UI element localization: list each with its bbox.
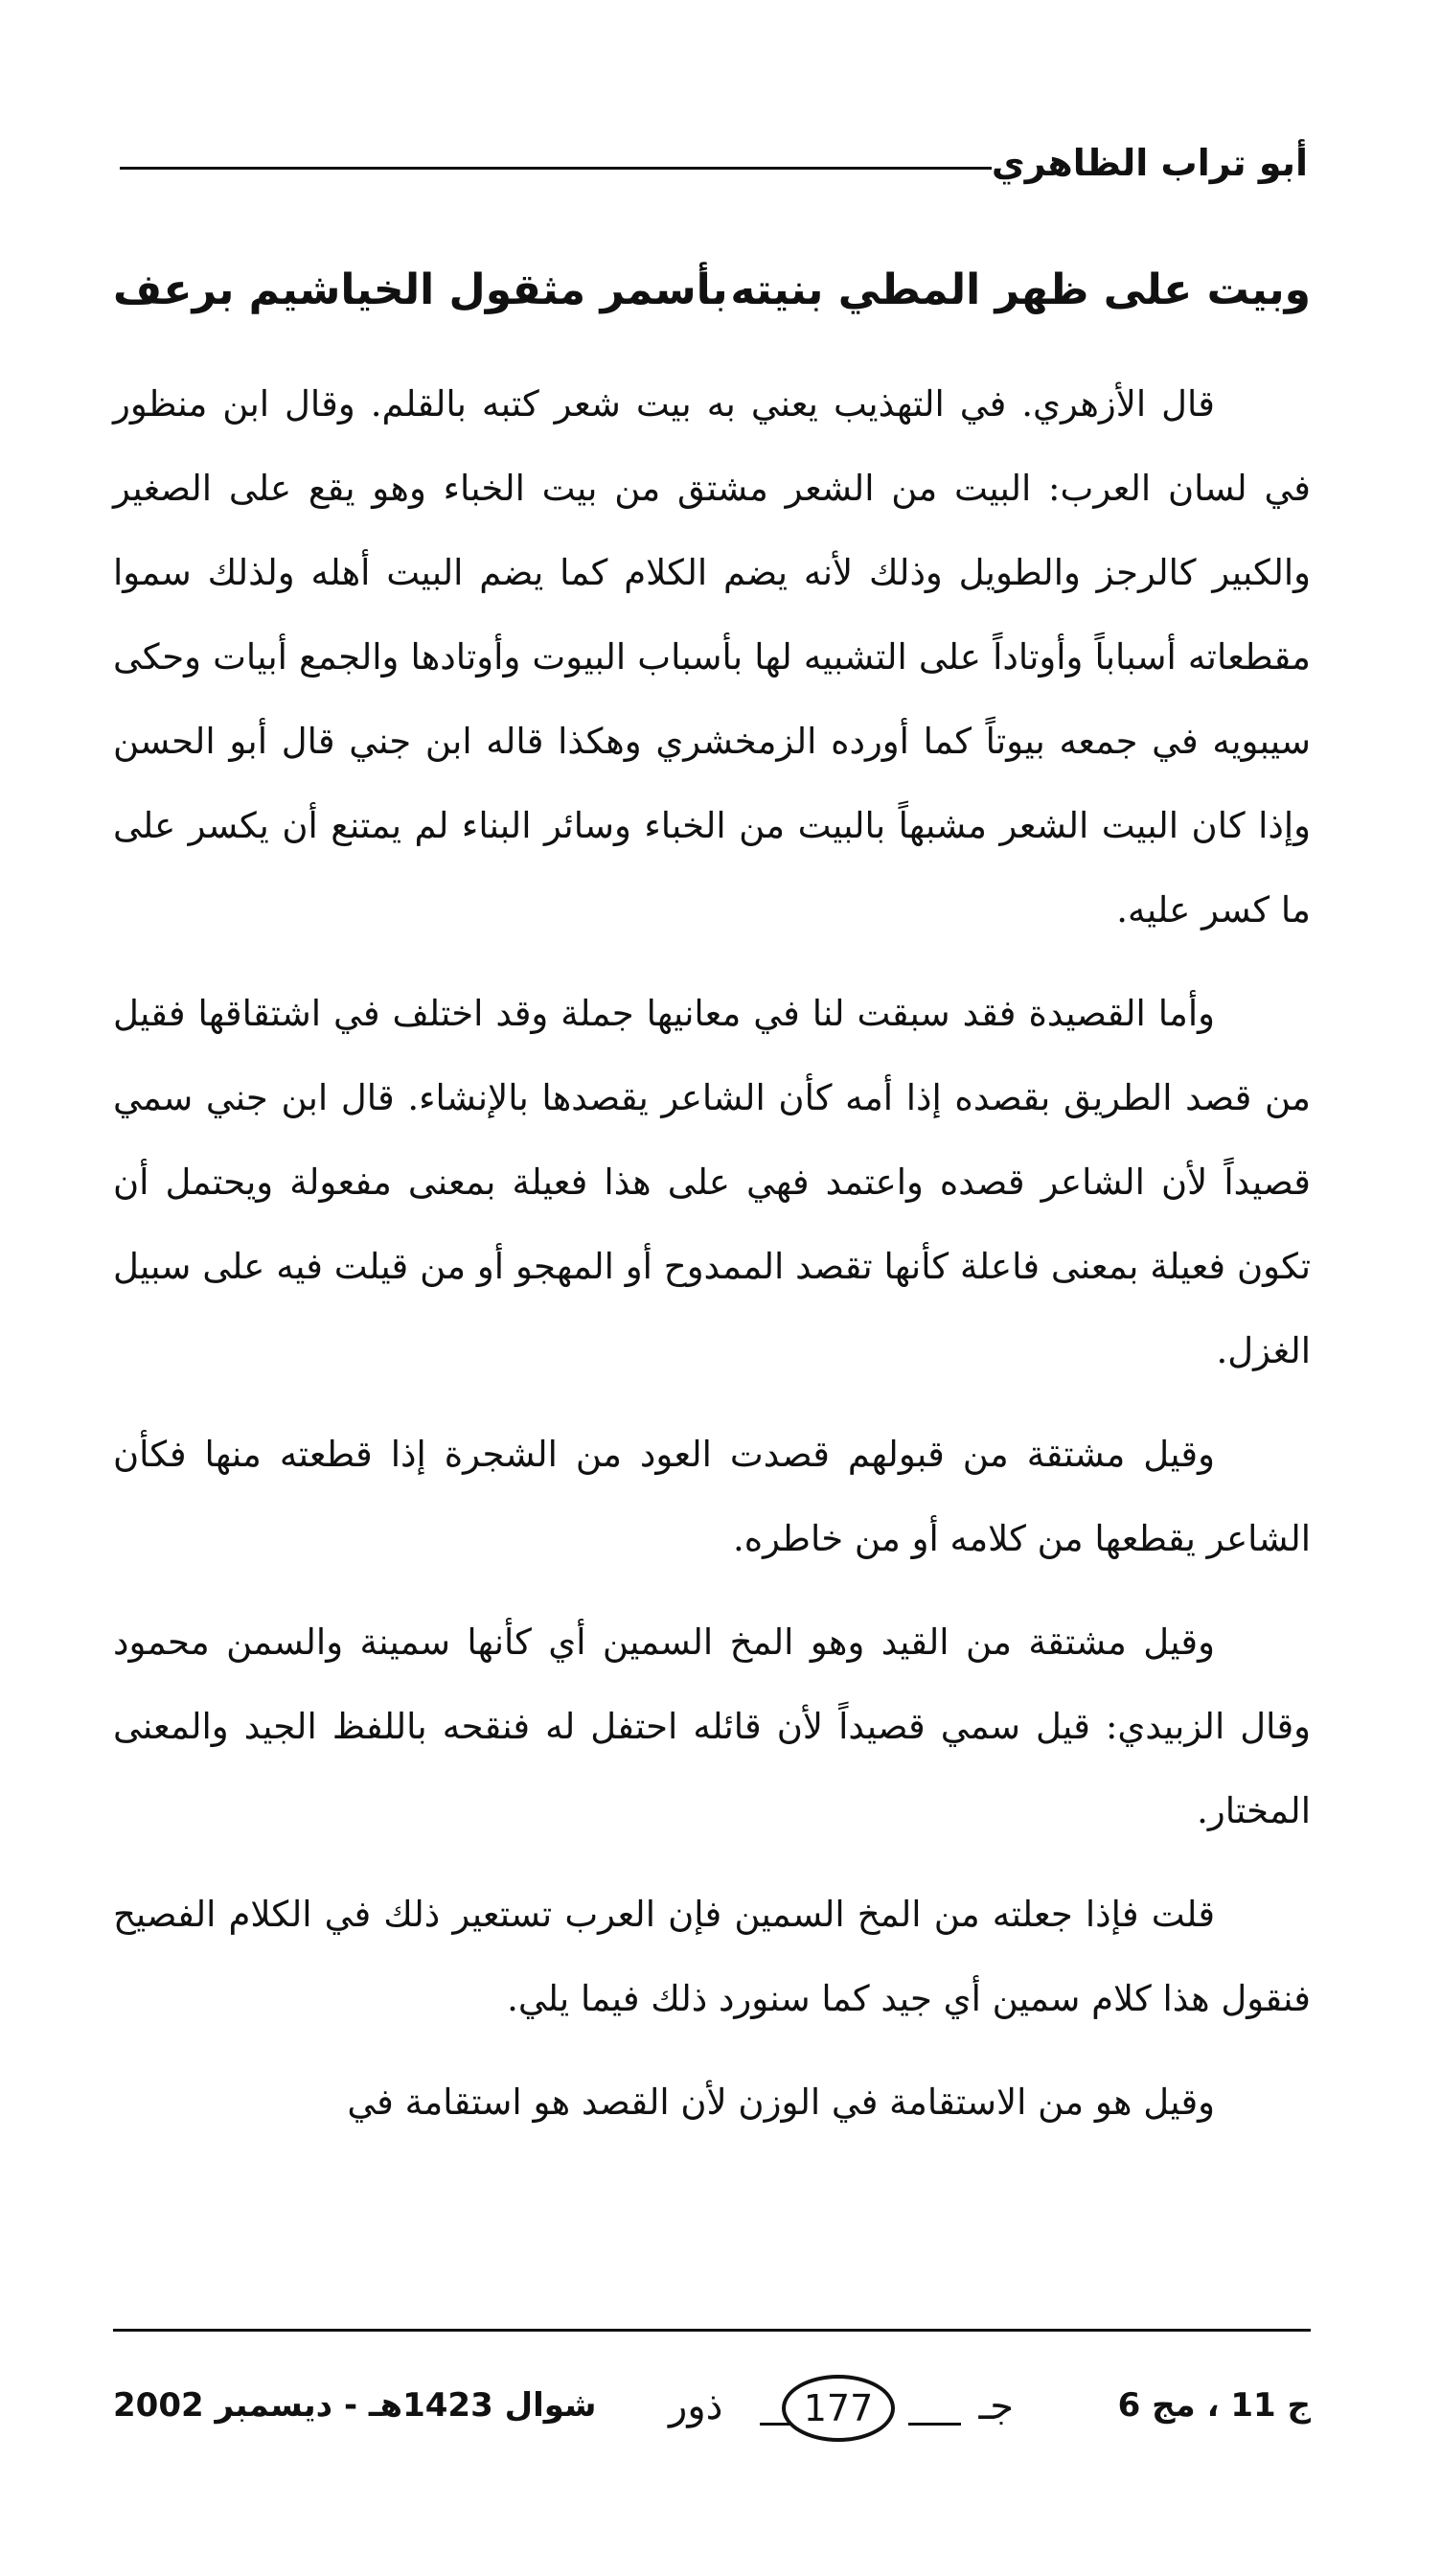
body-text (113, 362, 1311, 2164)
journal-name-left: ذور (669, 2384, 723, 2428)
verse-first-hemistich: وبيت على ظهر المطي بنيته (730, 265, 1311, 314)
journal-name-right: جـ (978, 2384, 1014, 2428)
running-header (120, 134, 1308, 192)
issue-date: شوال 1423هـ - ديسمبر 2002 (113, 2386, 597, 2425)
issue-volume: ج 11 ، مج 6 (1117, 2386, 1311, 2425)
journal-line (908, 2423, 961, 2426)
page-footer (113, 2367, 1311, 2453)
page-number: 177 (782, 2375, 895, 2442)
journal-logo (630, 2367, 1033, 2453)
paragraph: وقيل هو من الاستقامة في الوزن لأن القصد هو استقامة في (347, 2082, 1215, 2123)
paragraph: قلت فإذا جعلته من المخ السمين فإن العرب تستعير ذلك في الكلام الفصيح فنقول هذا كلام سمين أي جيد كما سنورد ذلك فيما يلي. (113, 1894, 1311, 2019)
header-author: أبو تراب الظاهري (991, 142, 1308, 184)
paragraph: وقيل مشتقة من قبولهم قصدت العود من الشجرة إذا قطعته منها فكأن الشاعر يقطعها من كلامه أو من خاطره. (113, 1434, 1311, 1559)
header-rule (120, 167, 992, 170)
paragraph: قال الأزهري. في التهذيب يعني به بيت شعر كتبه بالقلم. وقال ابن منظور في لسان العرب: البيت من الشعر مشتق من بيت الخباء وهو يقع على الصغير والكبير كالرجز والطويل وذلك لأنه يضم الكلام كما يضم البيت أهله ولذلك سموا مقطعاته أسباباً وأوتاداً على التشبيه لها بأسباب البيوت وأوتادها والجمع أبيات وحكى سيبويه في جمعه بيوتاً كما أورده الزمخشري وهكذا قاله ابن جني قال أبو الحسن وإذا كان البيت الشعر مشبهاً بالبيت من الخباء وسائر البناء لم يمتنع أن يكسر على ما كسر عليه. (113, 383, 1311, 931)
paragraph: وقيل مشتقة من القيد وهو المخ السمين أي كأنها سمينة والسمن محمود وقال الزبيدي: قيل سمي قصيداً لأن قائله احتفل له فنقحه باللفظ الجيد والمعنى المختار. (113, 1622, 1311, 1831)
paragraph: وأما القصيدة فقد سبقت لنا في معانيها جملة وقد اختلف في اشتقاقها فقيل من قصد الطريق بقصده إذا أمه كأن الشاعر يقصدها بالإنشاء. قال ابن جني سمي قصيداً لأن الشاعر قصده واعتمد فهي على هذا فعيلة بمعنى مفعولة ويحتمل أن تكون فعيلة بمعنى فاعلة كأنها تقصد الممدوح أو المهجو أو من قيلت فيه على سبيل الغزل. (113, 993, 1311, 1371)
footer-rule (113, 2329, 1311, 2332)
verse-second-hemistich: بأسمر مثقول الخياشيم برعف (113, 265, 728, 314)
poetry-verse (113, 254, 1311, 326)
